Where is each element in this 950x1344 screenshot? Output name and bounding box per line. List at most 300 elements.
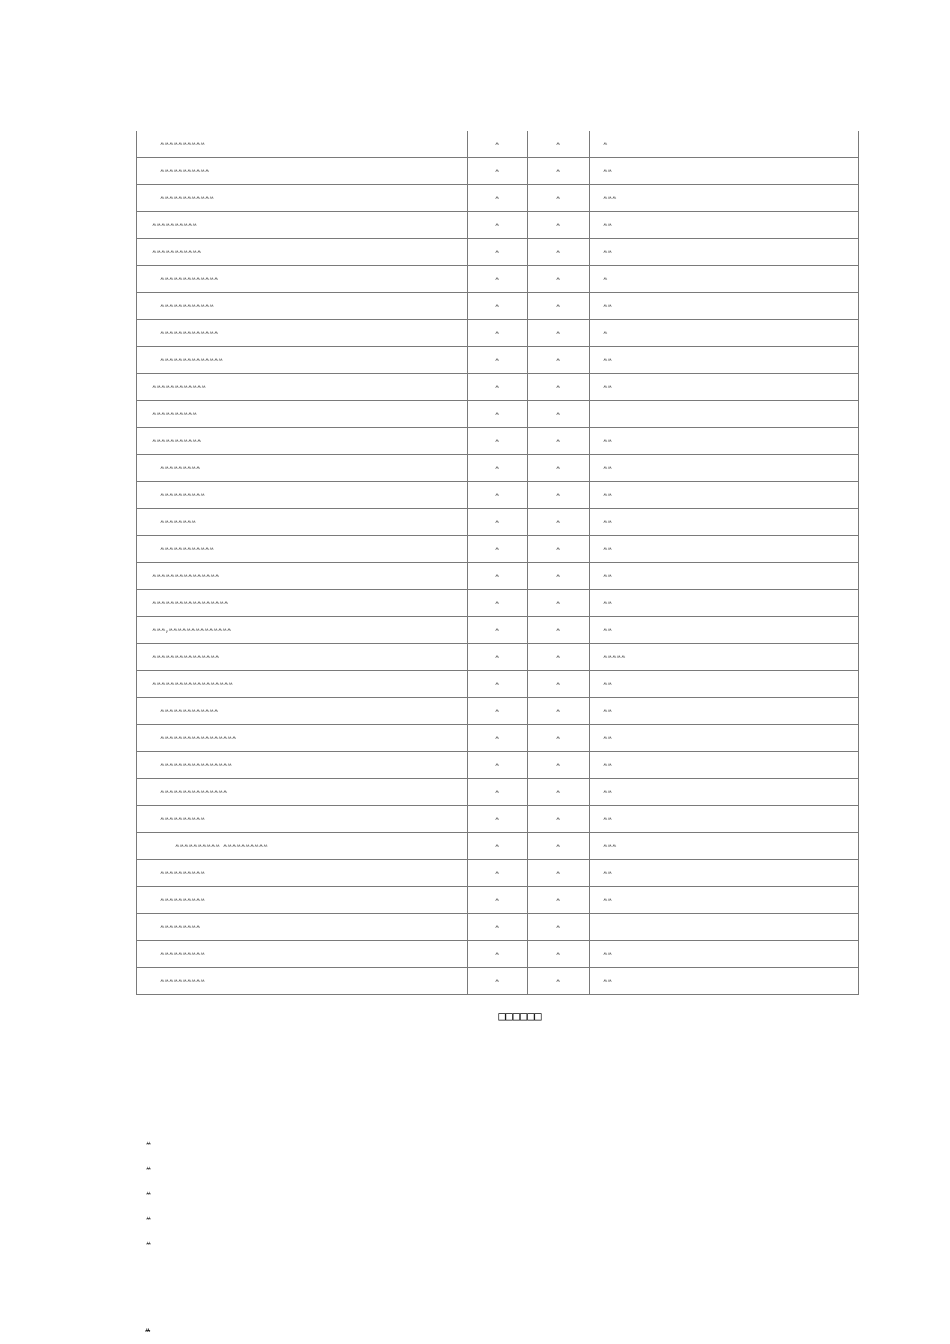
row-mark-b: ꕀ bbox=[556, 841, 561, 851]
row-mark-a-cell bbox=[468, 968, 528, 995]
row-label: ꕀꕀꕀꕀꕀꕀꕀꕀꕀꕀꕀ bbox=[152, 436, 202, 446]
row-note-cell bbox=[590, 833, 859, 860]
row-note-cell bbox=[590, 536, 859, 563]
row-note-cell bbox=[590, 455, 859, 482]
row-label: ꕀꕀꕀꕀꕀꕀꕀꕀꕀ bbox=[160, 922, 201, 932]
row-mark-b: ꕀ bbox=[556, 274, 561, 284]
row-label: ꕀꕀꕀꕀꕀꕀꕀꕀꕀꕀ bbox=[160, 976, 205, 986]
row-note-cell bbox=[590, 212, 859, 239]
row-note: ꕀꕀ bbox=[603, 814, 612, 824]
row-note-cell bbox=[590, 887, 859, 914]
table-row bbox=[137, 590, 859, 617]
row-label-cell bbox=[137, 698, 468, 725]
row-mark-a: ꕀ bbox=[495, 922, 500, 932]
row-mark-a: ꕀ bbox=[495, 571, 500, 581]
row-mark-b: ꕀ bbox=[556, 976, 561, 986]
row-mark-a: ꕀ bbox=[495, 409, 500, 419]
row-mark-b-cell bbox=[528, 968, 590, 995]
table-row bbox=[137, 806, 859, 833]
row-note-cell bbox=[590, 941, 859, 968]
row-label-cell bbox=[137, 590, 468, 617]
row-label: ꕀꕀꕀꕀꕀꕀꕀꕀꕀꕀꕀꕀꕀꕀꕀꕀ bbox=[160, 760, 232, 770]
table-row bbox=[137, 158, 859, 185]
row-mark-a-cell bbox=[468, 482, 528, 509]
row-label-cell bbox=[137, 752, 468, 779]
row-mark-a-cell bbox=[468, 914, 528, 941]
row-note: ꕀꕀ bbox=[603, 625, 612, 635]
table-row bbox=[137, 428, 859, 455]
row-label: ꕀꕀꕀꕀꕀꕀꕀꕀꕀꕀꕀ bbox=[152, 247, 202, 257]
row-label-cell bbox=[137, 428, 468, 455]
row-mark-a-cell bbox=[468, 941, 528, 968]
row-mark-b: ꕀ bbox=[556, 679, 561, 689]
row-label: ꕀꕀꕀꕀꕀꕀꕀꕀꕀꕀ bbox=[160, 895, 205, 905]
row-label: ꕀꕀꕀꕀꕀꕀꕀꕀꕀꕀ bbox=[160, 949, 205, 959]
row-note: ꕀꕀ bbox=[603, 679, 612, 689]
row-mark-b-cell bbox=[528, 806, 590, 833]
row-note-cell bbox=[590, 509, 859, 536]
row-mark-b-cell bbox=[528, 482, 590, 509]
table-row bbox=[137, 293, 859, 320]
row-mark-b: ꕀ bbox=[556, 382, 561, 392]
list-item-text: ꕀ bbox=[146, 1213, 151, 1224]
row-mark-a: ꕀ bbox=[495, 517, 500, 527]
row-label: ꕀꕀꕀꕀꕀꕀꕀꕀꕀꕀꕀꕀꕀꕀꕀ bbox=[152, 571, 220, 581]
row-note: ꕀ bbox=[603, 274, 608, 284]
row-mark-a-cell bbox=[468, 401, 528, 428]
row-label-cell bbox=[137, 563, 468, 590]
row-label: ꕀꕀꕀꕀꕀꕀꕀꕀꕀꕀ ꕀꕀꕀꕀꕀꕀꕀꕀꕀꕀ bbox=[175, 841, 268, 851]
row-mark-b-cell bbox=[528, 131, 590, 158]
row-mark-a: ꕀ bbox=[495, 490, 500, 500]
row-note: ꕀꕀ bbox=[603, 382, 612, 392]
row-mark-b: ꕀ bbox=[556, 571, 561, 581]
table-row bbox=[137, 563, 859, 590]
row-label: ꕀꕀꕀꕀꕀꕀꕀꕀꕀꕀ bbox=[152, 409, 197, 419]
row-note-cell bbox=[590, 320, 859, 347]
row-label-cell bbox=[137, 617, 468, 644]
row-label-cell bbox=[137, 860, 468, 887]
row-mark-a: ꕀ bbox=[495, 652, 500, 662]
row-mark-a-cell bbox=[468, 374, 528, 401]
row-mark-a-cell bbox=[468, 833, 528, 860]
table-row bbox=[137, 752, 859, 779]
row-note: ꕀꕀ bbox=[603, 571, 612, 581]
row-mark-a: ꕀ bbox=[495, 544, 500, 554]
table-row bbox=[137, 725, 859, 752]
table-row bbox=[137, 239, 859, 266]
row-mark-b-cell bbox=[528, 833, 590, 860]
row-mark-a: ꕀ bbox=[495, 706, 500, 716]
row-mark-a: ꕀ bbox=[495, 625, 500, 635]
row-mark-b: ꕀ bbox=[556, 760, 561, 770]
row-mark-a-cell bbox=[468, 644, 528, 671]
row-mark-b-cell bbox=[528, 644, 590, 671]
row-note: ꕀꕀ bbox=[603, 247, 612, 257]
row-mark-b: ꕀ bbox=[556, 193, 561, 203]
data-table bbox=[136, 131, 859, 995]
row-note: ꕀꕀ bbox=[603, 949, 612, 959]
row-mark-a-cell bbox=[468, 806, 528, 833]
row-label-cell bbox=[137, 536, 468, 563]
table-row bbox=[137, 131, 859, 158]
table-row bbox=[137, 185, 859, 212]
row-label: ꕀꕀꕀꕀꕀꕀꕀꕀꕀꕀꕀꕀꕀꕀꕀꕀꕀ bbox=[152, 598, 229, 608]
row-mark-b-cell bbox=[528, 671, 590, 698]
row-mark-b-cell bbox=[528, 779, 590, 806]
row-note: ꕀꕀ bbox=[603, 436, 612, 446]
row-mark-a-cell bbox=[468, 158, 528, 185]
row-mark-a-cell bbox=[468, 320, 528, 347]
table-row bbox=[137, 617, 859, 644]
row-note: ꕀꕀꕀꕀꕀ bbox=[603, 652, 626, 662]
row-label-cell bbox=[137, 968, 468, 995]
table-caption: □□□□□□ bbox=[498, 1009, 542, 1023]
row-label: ꕀꕀꕀꕀꕀꕀꕀꕀꕀꕀ bbox=[160, 490, 205, 500]
row-note: ꕀꕀ bbox=[603, 490, 612, 500]
row-mark-a-cell bbox=[468, 671, 528, 698]
row-mark-b: ꕀ bbox=[556, 139, 561, 149]
row-note: ꕀꕀ bbox=[603, 463, 612, 473]
row-mark-a: ꕀ bbox=[495, 814, 500, 824]
row-label-cell bbox=[137, 347, 468, 374]
row-label: ꕀꕀꕀꕀꕀꕀꕀꕀꕀꕀꕀꕀ bbox=[160, 544, 214, 554]
row-mark-a: ꕀ bbox=[495, 760, 500, 770]
row-mark-a: ꕀ bbox=[495, 463, 500, 473]
row-mark-b: ꕀ bbox=[556, 166, 561, 176]
row-label: ꕀꕀꕀꕀꕀꕀꕀꕀ bbox=[160, 517, 196, 527]
row-note-cell bbox=[590, 266, 859, 293]
row-label-cell bbox=[137, 320, 468, 347]
row-label-cell bbox=[137, 482, 468, 509]
list-item bbox=[146, 1159, 155, 1184]
row-label-cell bbox=[137, 401, 468, 428]
row-label-cell bbox=[137, 374, 468, 401]
row-mark-a-cell bbox=[468, 347, 528, 374]
row-note-cell bbox=[590, 158, 859, 185]
row-mark-b: ꕀ bbox=[556, 544, 561, 554]
row-mark-a: ꕀ bbox=[495, 274, 500, 284]
row-mark-a-cell bbox=[468, 779, 528, 806]
row-mark-b: ꕀ bbox=[556, 733, 561, 743]
row-note-cell bbox=[590, 185, 859, 212]
row-mark-a-cell bbox=[468, 509, 528, 536]
row-mark-b: ꕀ bbox=[556, 463, 561, 473]
row-mark-b: ꕀ bbox=[556, 409, 561, 419]
row-note: ꕀꕀ bbox=[603, 868, 612, 878]
row-note: ꕀꕀ bbox=[603, 517, 612, 527]
table-row bbox=[137, 482, 859, 509]
row-label: ꕀꕀꕀꕀꕀꕀꕀꕀꕀꕀꕀꕀꕀ bbox=[160, 706, 219, 716]
row-mark-b-cell bbox=[528, 320, 590, 347]
row-mark-b: ꕀ bbox=[556, 247, 561, 257]
row-note: ꕀ bbox=[603, 139, 608, 149]
row-mark-b: ꕀ bbox=[556, 814, 561, 824]
row-note-cell bbox=[590, 131, 859, 158]
row-mark-a: ꕀ bbox=[495, 193, 500, 203]
row-note: ꕀꕀ bbox=[603, 598, 612, 608]
row-mark-a: ꕀ bbox=[495, 598, 500, 608]
row-mark-a: ꕀ bbox=[495, 976, 500, 986]
list-item bbox=[146, 1184, 155, 1209]
row-label: ꕀꕀꕀꕀꕀꕀꕀꕀꕀꕀꕀꕀꕀꕀꕀ bbox=[160, 787, 228, 797]
row-note-cell bbox=[590, 239, 859, 266]
row-label-cell bbox=[137, 941, 468, 968]
row-mark-b-cell bbox=[528, 428, 590, 455]
row-label: ꕀꕀꕀꕀꕀꕀꕀꕀꕀꕀꕀꕀ bbox=[160, 193, 214, 203]
row-note-cell bbox=[590, 806, 859, 833]
row-mark-a-cell bbox=[468, 590, 528, 617]
table-row bbox=[137, 887, 859, 914]
row-note-cell bbox=[590, 428, 859, 455]
row-note-cell bbox=[590, 644, 859, 671]
table-row bbox=[137, 509, 859, 536]
row-mark-b-cell bbox=[528, 347, 590, 374]
table-row bbox=[137, 968, 859, 995]
row-mark-a: ꕀ bbox=[495, 436, 500, 446]
table-row bbox=[137, 779, 859, 806]
row-label: ꕀꕀꕀꕀꕀꕀꕀꕀꕀꕀ bbox=[160, 868, 205, 878]
row-mark-a: ꕀ bbox=[495, 382, 500, 392]
row-mark-b-cell bbox=[528, 617, 590, 644]
row-note-cell bbox=[590, 347, 859, 374]
row-mark-a-cell bbox=[468, 698, 528, 725]
row-mark-a-cell bbox=[468, 131, 528, 158]
row-note: ꕀꕀꕀ bbox=[603, 193, 617, 203]
row-mark-a: ꕀ bbox=[495, 787, 500, 797]
row-mark-a-cell bbox=[468, 293, 528, 320]
row-label: ꕀꕀꕀꕀꕀꕀꕀꕀꕀꕀꕀ bbox=[160, 166, 210, 176]
row-mark-a: ꕀ bbox=[495, 733, 500, 743]
row-mark-a-cell bbox=[468, 725, 528, 752]
row-mark-a-cell bbox=[468, 428, 528, 455]
row-mark-b-cell bbox=[528, 185, 590, 212]
table-row bbox=[137, 914, 859, 941]
row-mark-b-cell bbox=[528, 536, 590, 563]
row-label-cell bbox=[137, 644, 468, 671]
row-mark-b-cell bbox=[528, 887, 590, 914]
row-mark-b: ꕀ bbox=[556, 652, 561, 662]
row-label-cell bbox=[137, 239, 468, 266]
row-mark-a: ꕀ bbox=[495, 679, 500, 689]
row-mark-b: ꕀ bbox=[556, 328, 561, 338]
table-row bbox=[137, 455, 859, 482]
row-label: ꕀꕀꕀꕀꕀꕀꕀꕀꕀꕀ bbox=[160, 814, 205, 824]
row-mark-a-cell bbox=[468, 185, 528, 212]
row-mark-b: ꕀ bbox=[556, 355, 561, 365]
row-mark-a: ꕀ bbox=[495, 355, 500, 365]
row-label: ꕀꕀꕀꕀꕀꕀꕀꕀꕀꕀꕀꕀꕀꕀꕀꕀꕀꕀ bbox=[152, 679, 233, 689]
row-label: ꕀꕀꕀꕀꕀꕀꕀꕀꕀꕀꕀꕀꕀ bbox=[160, 328, 219, 338]
row-label: ꕀꕀꕀꕀꕀꕀꕀꕀꕀꕀꕀꕀꕀꕀꕀ bbox=[152, 652, 220, 662]
row-label: ꕀꕀꕀꕀꕀꕀꕀꕀꕀꕀꕀꕀꕀꕀ bbox=[160, 355, 223, 365]
table-row bbox=[137, 698, 859, 725]
row-mark-b: ꕀ bbox=[556, 949, 561, 959]
row-mark-b: ꕀ bbox=[556, 895, 561, 905]
table-row bbox=[137, 347, 859, 374]
row-note-cell bbox=[590, 590, 859, 617]
row-mark-b: ꕀ bbox=[556, 490, 561, 500]
row-mark-a: ꕀ bbox=[495, 868, 500, 878]
row-mark-a-cell bbox=[468, 536, 528, 563]
row-mark-b-cell bbox=[528, 590, 590, 617]
row-label-cell bbox=[137, 293, 468, 320]
row-mark-a-cell bbox=[468, 752, 528, 779]
row-note: ꕀꕀꕀ bbox=[603, 841, 617, 851]
row-mark-b-cell bbox=[528, 158, 590, 185]
row-label-cell bbox=[137, 725, 468, 752]
row-mark-a: ꕀ bbox=[495, 895, 500, 905]
row-label: ꕀꕀꕀꕀꕀꕀꕀꕀꕀ bbox=[160, 463, 201, 473]
table-row bbox=[137, 860, 859, 887]
row-mark-b-cell bbox=[528, 239, 590, 266]
row-mark-b-cell bbox=[528, 941, 590, 968]
row-label-cell bbox=[137, 158, 468, 185]
row-mark-b-cell bbox=[528, 374, 590, 401]
row-mark-a: ꕀ bbox=[495, 949, 500, 959]
row-mark-a-cell bbox=[468, 455, 528, 482]
table-row bbox=[137, 644, 859, 671]
row-mark-a: ꕀ bbox=[495, 139, 500, 149]
row-mark-a: ꕀ bbox=[495, 328, 500, 338]
table-row bbox=[137, 212, 859, 239]
row-note: ꕀꕀ bbox=[603, 544, 612, 554]
row-label-cell bbox=[137, 185, 468, 212]
page-footer-text: ꕀ bbox=[145, 1323, 151, 1336]
row-mark-a-cell bbox=[468, 563, 528, 590]
list-item bbox=[146, 1134, 155, 1159]
row-note-cell bbox=[590, 860, 859, 887]
row-note-cell bbox=[590, 968, 859, 995]
row-label: ꕀꕀꕀꕀꕀꕀꕀꕀꕀꕀ bbox=[152, 220, 197, 230]
list-item-text: ꕀ bbox=[146, 1188, 151, 1199]
row-mark-b-cell bbox=[528, 725, 590, 752]
row-note: ꕀꕀ bbox=[603, 355, 612, 365]
row-mark-b-cell bbox=[528, 752, 590, 779]
row-note: ꕀꕀ bbox=[603, 733, 612, 743]
row-mark-b: ꕀ bbox=[556, 436, 561, 446]
row-label-cell bbox=[137, 212, 468, 239]
row-label: ꕀꕀꕀ,ꕀꕀꕀꕀꕀꕀꕀꕀꕀꕀꕀꕀꕀꕀ bbox=[152, 625, 232, 635]
row-mark-b: ꕀ bbox=[556, 220, 561, 230]
row-note: ꕀꕀ bbox=[603, 895, 612, 905]
row-mark-b: ꕀ bbox=[556, 301, 561, 311]
row-label: ꕀꕀꕀꕀꕀꕀꕀꕀꕀꕀꕀꕀ bbox=[160, 301, 214, 311]
row-mark-b: ꕀ bbox=[556, 517, 561, 527]
row-note-cell bbox=[590, 779, 859, 806]
row-note: ꕀꕀ bbox=[603, 166, 612, 176]
row-note: ꕀꕀ bbox=[603, 976, 612, 986]
row-mark-a-cell bbox=[468, 266, 528, 293]
row-note-cell bbox=[590, 914, 859, 941]
row-mark-a-cell bbox=[468, 239, 528, 266]
row-label-cell bbox=[137, 833, 468, 860]
row-mark-a-cell bbox=[468, 887, 528, 914]
table-row bbox=[137, 536, 859, 563]
row-mark-b-cell bbox=[528, 266, 590, 293]
list-item-text: ꕀ bbox=[146, 1238, 151, 1249]
row-mark-b: ꕀ bbox=[556, 787, 561, 797]
row-note-cell bbox=[590, 374, 859, 401]
row-mark-b: ꕀ bbox=[556, 706, 561, 716]
row-note: ꕀꕀ bbox=[603, 301, 612, 311]
row-mark-b: ꕀ bbox=[556, 598, 561, 608]
table-row bbox=[137, 671, 859, 698]
row-mark-b-cell bbox=[528, 860, 590, 887]
row-label: ꕀꕀꕀꕀꕀꕀꕀꕀꕀꕀꕀꕀꕀꕀꕀꕀꕀ bbox=[160, 733, 237, 743]
row-mark-b-cell bbox=[528, 401, 590, 428]
row-label-cell bbox=[137, 779, 468, 806]
row-label: ꕀꕀꕀꕀꕀꕀꕀꕀꕀꕀꕀꕀ bbox=[152, 382, 206, 392]
row-note: ꕀꕀ bbox=[603, 787, 612, 797]
row-note-cell bbox=[590, 482, 859, 509]
row-note-cell bbox=[590, 698, 859, 725]
row-mark-b-cell bbox=[528, 293, 590, 320]
row-mark-b-cell bbox=[528, 563, 590, 590]
row-mark-a: ꕀ bbox=[495, 247, 500, 257]
table-body bbox=[137, 131, 859, 995]
row-label-cell bbox=[137, 509, 468, 536]
list-item-text: ꕀ bbox=[146, 1163, 151, 1174]
table-row bbox=[137, 374, 859, 401]
list-item bbox=[146, 1209, 155, 1234]
row-note-cell bbox=[590, 563, 859, 590]
row-mark-b: ꕀ bbox=[556, 922, 561, 932]
row-note-cell bbox=[590, 752, 859, 779]
row-label-cell bbox=[137, 455, 468, 482]
row-label-cell bbox=[137, 914, 468, 941]
row-mark-b-cell bbox=[528, 509, 590, 536]
bottom-list bbox=[146, 1134, 155, 1259]
row-mark-b: ꕀ bbox=[556, 868, 561, 878]
row-label: ꕀꕀꕀꕀꕀꕀꕀꕀꕀꕀꕀꕀꕀ bbox=[160, 274, 219, 284]
row-note: ꕀ bbox=[603, 328, 608, 338]
row-note-cell bbox=[590, 671, 859, 698]
page-footer-mark bbox=[145, 1323, 155, 1337]
list-item-text: ꕀ bbox=[146, 1138, 151, 1149]
table-row bbox=[137, 401, 859, 428]
row-note: ꕀꕀ bbox=[603, 706, 612, 716]
row-note-cell bbox=[590, 725, 859, 752]
row-mark-a-cell bbox=[468, 860, 528, 887]
table-row bbox=[137, 266, 859, 293]
row-label-cell bbox=[137, 887, 468, 914]
row-note-cell bbox=[590, 617, 859, 644]
row-mark-a: ꕀ bbox=[495, 301, 500, 311]
row-note: ꕀꕀ bbox=[603, 760, 612, 770]
row-mark-b-cell bbox=[528, 212, 590, 239]
row-mark-b-cell bbox=[528, 914, 590, 941]
list-item bbox=[146, 1234, 155, 1259]
row-note-cell bbox=[590, 401, 859, 428]
row-mark-b: ꕀ bbox=[556, 625, 561, 635]
table-row bbox=[137, 833, 859, 860]
row-label-cell bbox=[137, 131, 468, 158]
row-label-cell bbox=[137, 806, 468, 833]
row-mark-a: ꕀ bbox=[495, 841, 500, 851]
row-note-cell bbox=[590, 293, 859, 320]
row-mark-a-cell bbox=[468, 212, 528, 239]
row-note: ꕀꕀ bbox=[603, 220, 612, 230]
table-row bbox=[137, 941, 859, 968]
row-mark-b-cell bbox=[528, 455, 590, 482]
table-row bbox=[137, 320, 859, 347]
row-label: ꕀꕀꕀꕀꕀꕀꕀꕀꕀꕀ bbox=[160, 139, 205, 149]
row-label-cell bbox=[137, 671, 468, 698]
row-label-cell bbox=[137, 266, 468, 293]
row-mark-a: ꕀ bbox=[495, 166, 500, 176]
row-mark-b-cell bbox=[528, 698, 590, 725]
